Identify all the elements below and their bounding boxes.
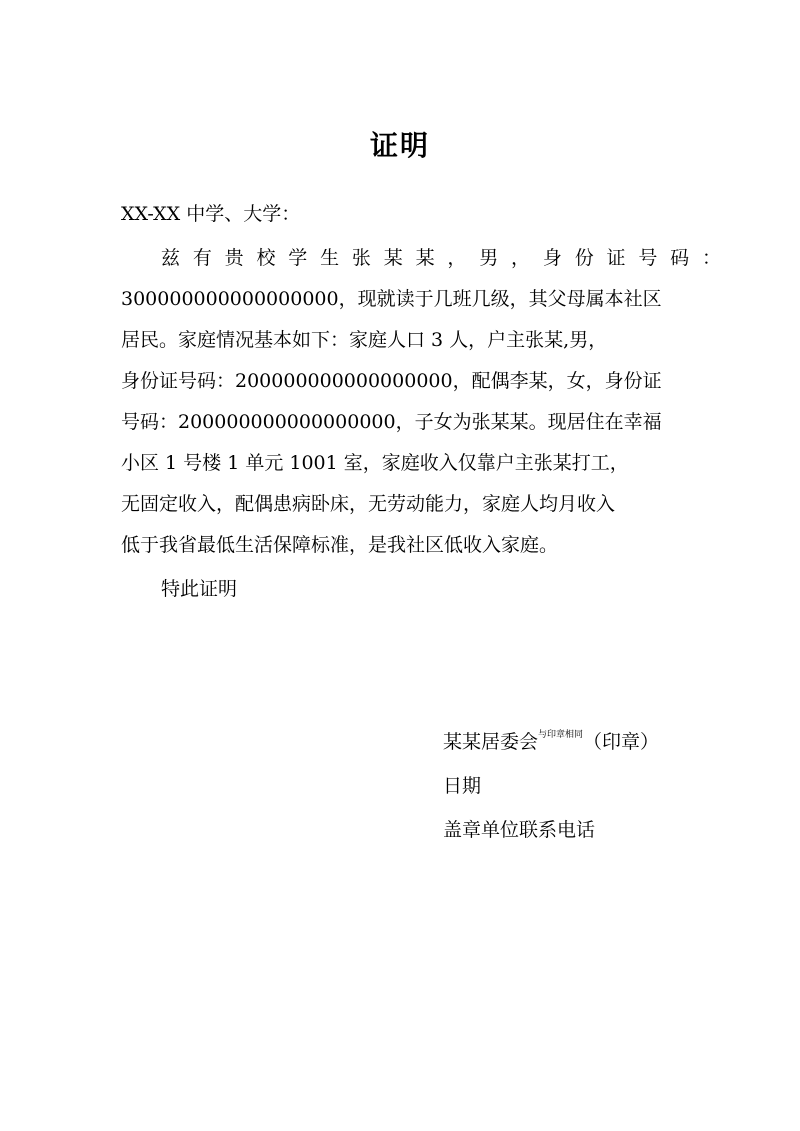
organization-note: 与印章相同 <box>538 730 584 740</box>
body-line: 300000000000000000，现就读于几班几级，其父母属本社区 <box>121 288 662 310</box>
body-line: 无固定收入，配偶患病卧床，无劳动能力，家庭人均月收入 <box>121 493 616 515</box>
body-line: 号码：200000000000000000，子女为张某某。现居住在幸福 <box>121 411 662 433</box>
body-line: 身份证号码：200000000000000000，配偶李某，女，身份证 <box>121 370 662 392</box>
salutation: XX-XX 中学、大学： <box>121 203 301 225</box>
contact-phone-label: 盖章单位联系电话 <box>443 819 596 841</box>
page-title: 证明 <box>369 129 430 162</box>
body-line: 小区 1 号楼 1 单元 1001 室，家庭收入仅靠户主张某打工， <box>121 452 629 474</box>
organization-name: 某某居委会 <box>443 731 539 753</box>
body-paragraph <box>121 238 721 566</box>
body-line: 居民。家庭情况基本如下：家庭人口 3 人，户主张某,男， <box>121 329 608 351</box>
seal-label: （印章） <box>583 731 660 753</box>
body-line: 兹有贵校学生张某某，男，身份证号码： <box>161 247 721 269</box>
closing-statement: 特此证明 <box>161 578 238 600</box>
date-label: 日期 <box>443 775 482 797</box>
signature-org-row <box>443 720 659 764</box>
signature-block <box>443 720 659 852</box>
body-line: 低于我省最低生活保障标准，是我社区低收入家庭。 <box>121 534 559 556</box>
